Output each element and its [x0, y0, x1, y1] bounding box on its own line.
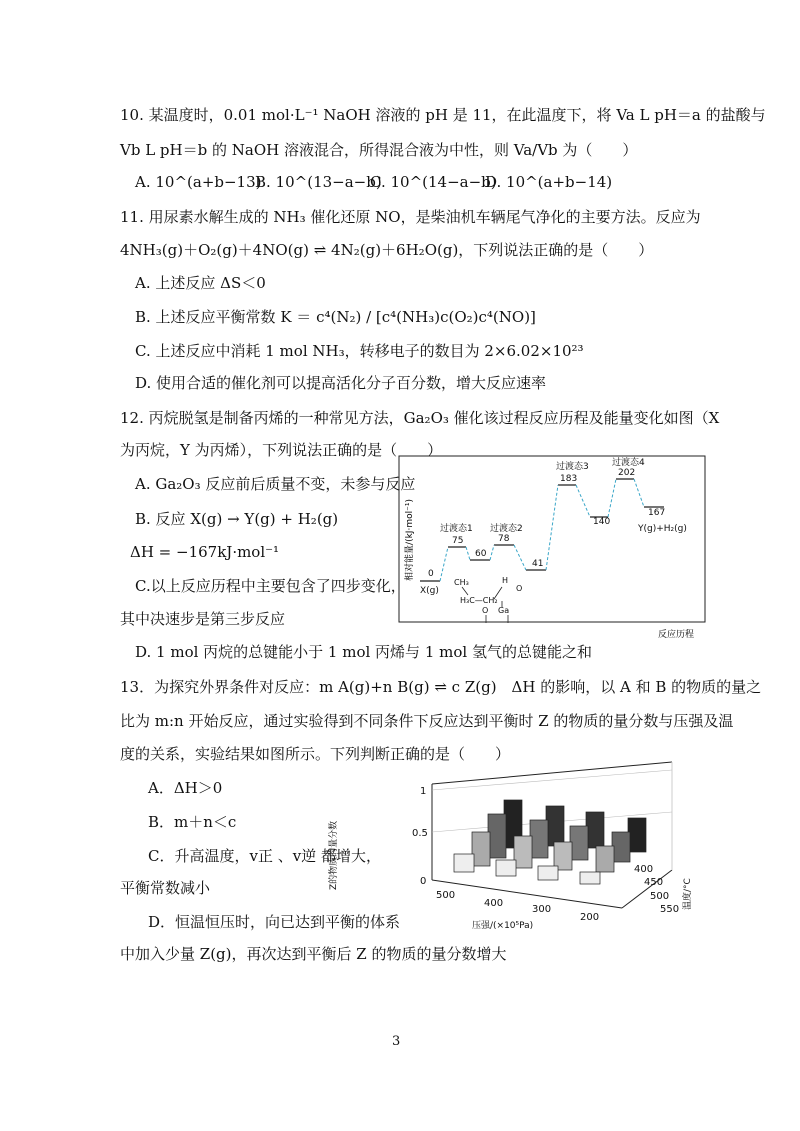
level-label-x: 0: [428, 569, 434, 579]
svg-text:H₃C—CH₂: H₃C—CH₂: [460, 596, 498, 605]
q12-option-a: A. Ga₂O₃ 反应前后质量不变，未参与反应: [135, 475, 416, 493]
level-label-y: 167: [648, 508, 666, 518]
q13-stem-line2: 比为 m:n 开始反应，通过实验得到不同条件下反应达到平衡时 Z 的物质的量分数与压强及温: [120, 712, 734, 730]
q12-stem-line2: 为丙烷，Y 为丙烯），下列说法正确的是（ ）: [120, 441, 443, 459]
q11-option-d: D. 使用合适的催化剂可以提高活化分子百分数，增大反应速率: [135, 374, 547, 392]
bar-xtick-400: 400: [484, 898, 504, 909]
q11-stem-line2: 4NH₃(g)＋O₂(g)＋4NO(g) ⇌ 4N₂(g)＋6H₂O(g)，下列说法正确的是（ ）: [120, 241, 654, 259]
q11-option-c: C. 上述反应中消耗 1 mol NH₃，转移电子的数目为 2×6.02×10²³: [135, 342, 584, 360]
level-label-ts1: 75: [452, 536, 464, 546]
q12-option-b: B. 反应 X(g) → Y(g) + H₂(g): [135, 510, 339, 528]
bar-ztick-1: 1: [420, 786, 427, 797]
ts-structure-sketch: [454, 576, 522, 615]
bar-xlabel: 压强/(×10⁵Pa): [472, 921, 534, 931]
q10-stem-line1: 10. 某温度时，0.01 mol·L⁻¹ NaOH 溶液的 pH 是 11，在此温度下，将 Va L pH＝a 的盐酸与: [120, 106, 766, 124]
bar-ytick-400: 400: [634, 864, 654, 875]
svg-text:O: O: [516, 584, 523, 593]
q11-option-a: A. 上述反应 ΔS＜0: [135, 274, 266, 292]
bar-ytick-500: 500: [650, 891, 670, 902]
state-label-x: X(g): [420, 586, 439, 596]
svg-text:CH₃: CH₃: [454, 578, 469, 587]
state-label-ts3: 过渡态3: [556, 462, 589, 472]
level-label-int3: 140: [593, 517, 611, 527]
state-label-ts4: 过渡态4: [612, 458, 645, 468]
svg-text:O: O: [482, 606, 489, 615]
q13-option-a: A．ΔH＞0: [148, 779, 223, 797]
q12-stem-line1: 12. 丙烷脱氢是制备丙烯的一种常见方法，Ga₂O₃ 催化该过程反应历程及能量变化如图（X: [120, 409, 720, 427]
energy-xlabel: 反应历程: [658, 630, 695, 640]
q12-option-c-line1: C.以上反应历程中主要包含了四步变化，: [135, 577, 406, 595]
q13-option-c-line1: C．升高温度，v正 、v逆 都增大，: [148, 847, 381, 865]
q12-option-d: D. 1 mol 丙烷的总键能小于 1 mol 丙烯与 1 mol 氢气的总键能之和: [135, 643, 592, 661]
level-label-ts4: 202: [618, 468, 636, 478]
bar-ztick-0: 0: [420, 876, 427, 887]
svg-text:Ga: Ga: [498, 606, 510, 615]
q10-option-b: B. 10^(13−a−b): [255, 173, 382, 191]
page-number: 3: [392, 1034, 401, 1049]
bar-xtick-300: 300: [532, 904, 552, 915]
bar-ytick-450: 450: [644, 877, 664, 888]
pressure-temperature-bar-figure: [329, 760, 702, 932]
state-label-ts2: 过渡态2: [490, 524, 523, 534]
q10-stem-line2: Vb L pH＝b 的 NaOH 溶液混合，所得混合液为中性，则 Va/Vb 为（ ）: [120, 141, 638, 159]
q13-option-d-line2: 中加入少量 Z(g)，再次达到平衡后 Z 的物质的量分数增大: [120, 945, 507, 963]
energy-profile-figure: [398, 455, 708, 641]
state-label-ts1: 过渡态1: [440, 524, 473, 534]
level-label-ts2: 78: [498, 534, 510, 544]
q10-option-d: D. 10^(a+b−14): [485, 173, 613, 191]
q13-option-b: B．m＋n＜c: [148, 813, 237, 831]
bar-ztick-05: 0.5: [412, 828, 428, 839]
bar-ylabel: 温度/°C: [683, 878, 693, 910]
bar-xtick-200: 200: [580, 912, 600, 923]
svg-text:H: H: [502, 576, 509, 585]
level-label-int1: 60: [475, 549, 487, 559]
q10-option-c: C. 10^(14−a−b): [370, 173, 497, 191]
q13-option-c-line2: 平衡常数减小: [120, 879, 211, 897]
state-label-y: Y(g)+H₂(g): [638, 524, 687, 534]
q12-option-c-line2: 其中决速步是第三步反应: [120, 610, 286, 628]
level-label-ts3: 183: [560, 474, 578, 484]
level-label-int2: 41: [532, 559, 544, 569]
bar-zlabel: Z的物质的量分数: [329, 820, 339, 890]
q11-option-b: B. 上述反应平衡常数 K ＝ c⁴(N₂) / [c⁴(NH₃)c(O₂)c⁴(NO)]: [135, 308, 536, 326]
q13-option-d-line1: D．恒温恒压时，向已达到平衡的体系: [148, 913, 401, 931]
q11-stem-line1: 11. 用尿素水解生成的 NH₃ 催化还原 NO，是柴油机车辆尾气净化的主要方法。反应为: [120, 208, 701, 226]
q13-stem-line1: 13．为探究外界条件对反应：m A(g)+n B(g) ⇌ c Z(g) ΔH 的影响，以 A 和 B 的物质的量之: [120, 678, 762, 696]
bar-ytick-550: 550: [660, 904, 680, 915]
q10-option-a: A. 10^(a+b−13): [135, 173, 262, 191]
q13-stem-line3: 度的关系，实验结果如图所示。下列判断正确的是（ ）: [120, 745, 511, 763]
bar-blocks: [454, 800, 646, 884]
bar-xtick-500: 500: [436, 890, 456, 901]
q12-option-b-dh: ΔH = −167kJ·mol⁻¹: [130, 543, 280, 561]
energy-ylabel: 相对能量/(kJ·mol⁻¹): [405, 499, 415, 581]
